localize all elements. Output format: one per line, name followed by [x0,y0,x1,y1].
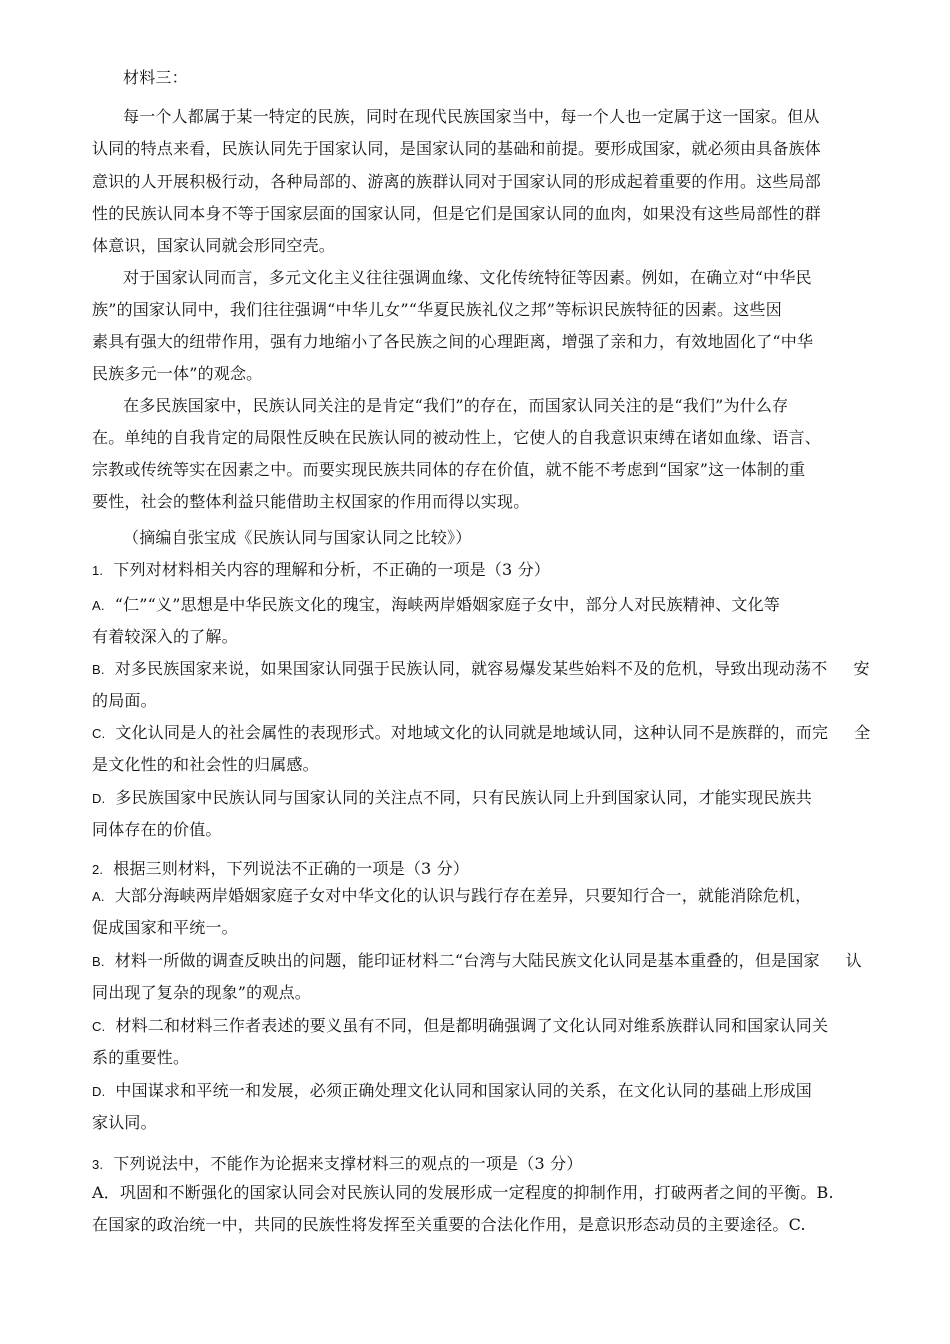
question-number: 1. [92,563,104,578]
option-label: C. [92,726,106,741]
option-c-line [92,1016,828,1037]
paragraph-line: 意识的人开展积极行动，各种局部的、游离的族群认同对于国家认同的形成起着重要的作用。这些局部 [92,172,822,191]
option-text: 中国谋求和平统一和发展，必须正确处理文化认同和国家认同的关系，在文化认同的基础上形成国 [115,1081,813,1100]
option-text: 材料一所做的调查反映出的问题，能印证材料二“台湾与大陆民族文化认同是基本重叠的，但是国家 [114,951,820,970]
option-b-continuation: 同出现了复杂的现象”的观点。 [92,983,311,1002]
question-text: 下列对材料相关内容的理解和分析，不正确的一项是（3 分） [113,560,551,579]
option-text: 多民族国家中民族认同与国家认同的关注点不同，只有民族认同上升到国家认同，才能实现民族共 [115,788,813,807]
option-label: A. [92,889,105,904]
option-c-continuation: 是文化性的和社会性的归属感。 [92,755,319,774]
option-c-line [92,723,870,744]
paragraph-line: 每一个人都属于某一特定的民族，同时在现代民族国家当中，每一个人也一定属于这一国家。但从 [123,107,820,126]
material-title: 材料三： [123,68,188,87]
option-a-continuation: 有着较深入的了解。 [92,627,238,646]
option-label: A. [92,598,105,613]
option-d-continuation: 同体存在的价值。 [92,820,222,839]
question-text: 根据三则材料，下列说法不正确的一项是（3 分） [113,859,470,878]
option-text: “仁”“义”思想是中华民族文化的瑰宝，海峡两岸婚姻家庭子女中，部分人对民族精神、文化等 [114,595,781,614]
paragraph-line: 宗教或传统等实在因素之中。而要实现民族共同体的存在价值，就不能不考虑到“国家”这一体制的重 [92,460,806,479]
option-text-tail: 全 [854,723,871,742]
option-text: 材料二和材料三作者表述的要义虽有不同，但是都明确强调了文化认同对维系族群认同和国家认同关 [115,1016,829,1035]
question-2-stem [92,859,469,880]
paragraph-line: 在。单纯的自我肯定的局限性反映在民族认同的被动性上，它使人的自我意识束缚在诸如血缘、语言、 [92,428,822,447]
option-d-line [92,788,812,809]
source-citation: （摘编自张宝成《民族认同与国家认同之比较》） [123,528,472,547]
question-1-stem [92,560,550,581]
paragraph-line: 体意识，国家认同就会形同空壳。 [92,236,336,255]
paragraph-line: 要性，社会的整体利益只能借助主权国家的作用而得以实现。 [92,492,530,511]
option-label: C. [92,1019,106,1034]
paragraph-line: 认同的特点来看，民族认同先于国家认同，是国家认同的基础和前提。要形成国家，就必须由具备族体 [92,139,822,158]
option-text: 大部分海峡两岸婚姻家庭子女对中华文化的认识与践行存在差异，只要知行合一，就能消除危机， [114,886,812,905]
option-b-continuation: 的局面。 [92,691,157,710]
option-text: 文化认同是人的社会属性的表现形式。对地域文化的认同就是地域认同，这种认同不是族群的，而完 [115,723,829,742]
option-d-continuation: 家认同。 [92,1113,157,1132]
options-line: A．巩固和不断强化的国家认同会对民族认同的发展形成一定程度的抑制作用，打破两者之间的平衡。B. [92,1183,834,1202]
question-number: 2. [92,862,104,877]
option-text-tail: 安 [853,659,870,678]
option-a-line [92,886,811,907]
options-line: 在国家的政治统一中，共同的民族性将发挥至关重要的合法化作用，是意识形态动员的主要途径。C. [92,1215,806,1234]
paragraph-line: 对于国家认同而言，多元文化主义往往强调血缘、文化传统特征等因素。例如，在确立对“中华民 [123,268,812,287]
paragraph-line: 民族多元一体”的观念。 [92,364,263,383]
option-label: B. [92,662,105,677]
paragraph-line: 在多民族国家中，民族认同关注的是肯定“我们”的存在，而国家认同关注的是“我们”为什么存 [123,396,789,415]
option-text: 对多民族国家来说，如果国家认同强于民族认同，就容易爆发某些始料不及的危机，导致出现动荡不 [114,659,828,678]
paragraph-line: 性的民族认同本身不等于国家层面的国家认同，但是它们是国家认同的血肉，如果没有这些局部性的群 [92,204,822,223]
option-b-line [92,659,870,680]
option-c-continuation: 系的重要性。 [92,1048,190,1067]
option-a-line [92,595,780,616]
paragraph-line: 族”的国家认同中，我们往往强调“中华儿女”“华夏民族礼仪之邦”等标识民族特征的因素。这些因 [92,300,782,319]
question-number: 3. [92,1157,104,1172]
question-3-stem [92,1154,583,1175]
option-label: B. [92,954,105,969]
option-label: D. [92,791,106,806]
question-text: 下列说法中，不能作为论据来支撑材料三的观点的一项是（3 分） [113,1154,583,1173]
option-a-continuation: 促成国家和平统一。 [92,918,238,937]
option-d-line [92,1081,812,1102]
option-b-line [92,951,862,972]
option-label: D. [92,1084,106,1099]
paragraph-line: 素具有强大的纽带作用，强有力地缩小了各民族之间的心理距离，增强了亲和力，有效地固化了“中华 [92,332,814,351]
option-text-tail: 认 [845,951,862,970]
